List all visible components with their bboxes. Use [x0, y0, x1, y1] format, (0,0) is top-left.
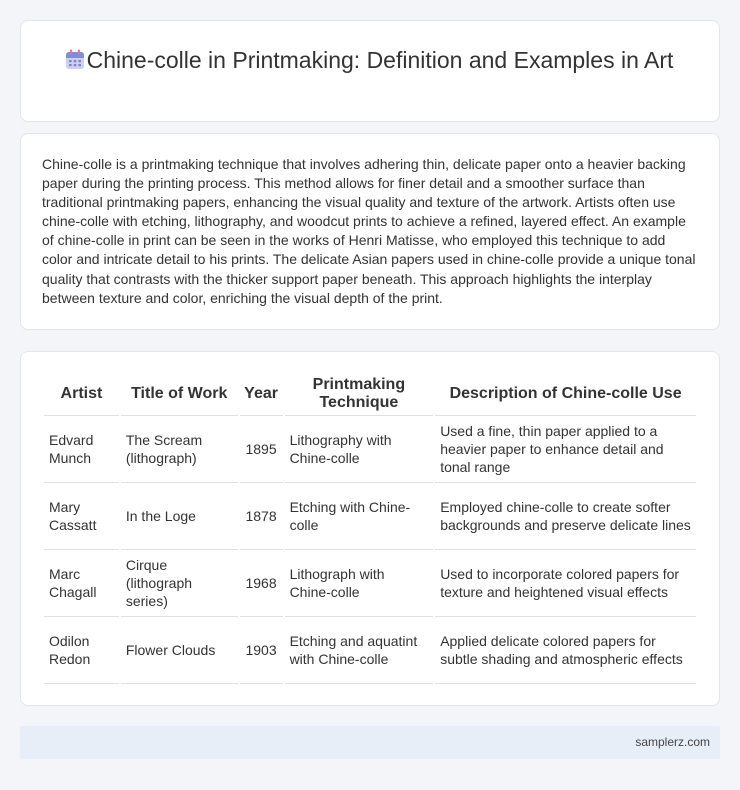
- footer: [20, 726, 720, 759]
- cell-description: Used to incorporate colored papers for texture and heightened visual effects: [435, 550, 696, 617]
- cell-year: 1903: [240, 617, 283, 684]
- cell-year: 1895: [240, 416, 283, 483]
- cell-technique: Etching and aquatint with Chine-colle: [285, 617, 434, 684]
- description-card: [20, 133, 720, 330]
- cell-technique: Etching with Chine-colle: [285, 483, 434, 550]
- cell-title: In the Loge: [121, 483, 238, 550]
- cell-artist: Odilon Redon: [44, 617, 119, 684]
- footer-site-link[interactable]: samplerz.com: [635, 735, 710, 749]
- cell-description: Employed chine-colle to create softer backgrounds and preserve delicate lines: [435, 483, 696, 550]
- cell-technique: Lithography with Chine-colle: [285, 416, 434, 483]
- header-year: Year: [240, 372, 283, 416]
- cell-title: Flower Clouds: [121, 617, 238, 684]
- cell-year: 1968: [240, 550, 283, 617]
- table-header-row: [44, 372, 696, 416]
- cell-technique: Lithograph with Chine-colle: [285, 550, 434, 617]
- header-artist: Artist: [44, 372, 119, 416]
- table-row: [44, 550, 696, 617]
- cell-year: 1878: [240, 483, 283, 550]
- table-row: [44, 617, 696, 684]
- header-title: Title of Work: [121, 372, 238, 416]
- page-title: Chine-colle in Printmaking: Definition and Examples in Art: [86, 47, 674, 73]
- artworks-table: [42, 372, 698, 684]
- cell-artist: Edvard Munch: [44, 416, 119, 483]
- header-description: Description of Chine-colle Use: [435, 372, 696, 416]
- table-row: [44, 416, 696, 483]
- table-card: [20, 351, 720, 706]
- title-card: [20, 20, 720, 122]
- description-text: Chine-colle is a printmaking technique that involves adhering thin, delicate paper onto a heavier backing paper during the printing process. This method allows for finer detail and a smoother surface than traditional printmaking papers, enhancing the visual quality and texture of the artwork. Artists often use chine-colle with etching, lithography, and woodcut prints to achieve a refined, layered effect. An example of chine-colle in print can be seen in the works of Henri Matisse, who employed this technique to add color and intricate detail to his prints. The delicate Asian papers used in chine-colle provide a unique tonal quality that contrasts with the thicker support paper beneath. This approach highlights the interplay between texture and color, enriching the visual depth of the print.: [42, 156, 696, 306]
- cell-title: The Scream (lithograph): [121, 416, 238, 483]
- cell-description: Used a fine, thin paper applied to a heavier paper to enhance detail and tonal range: [435, 416, 696, 483]
- cell-description: Applied delicate colored papers for subtle shading and atmospheric effects: [435, 617, 696, 684]
- header-technique: Printmaking Technique: [285, 372, 434, 416]
- cell-artist: Marc Chagall: [44, 550, 119, 617]
- cell-artist: Mary Cassatt: [44, 483, 119, 550]
- table-row: [44, 483, 696, 550]
- cell-title: Cirque (lithograph series): [121, 550, 238, 617]
